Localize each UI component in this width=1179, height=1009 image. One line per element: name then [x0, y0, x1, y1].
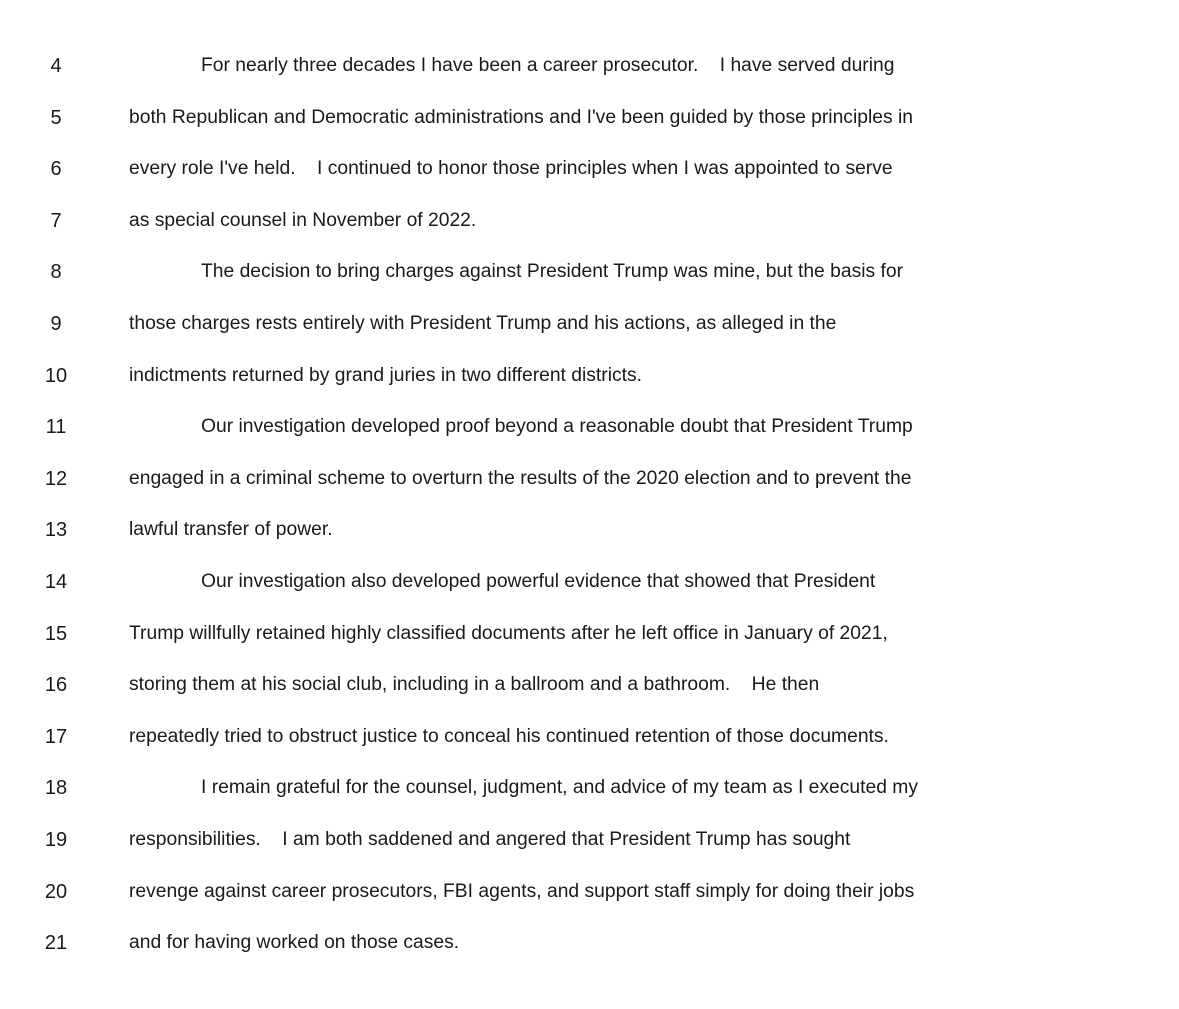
- document-line: [0, 465, 1179, 517]
- line-number: 10: [44, 364, 68, 387]
- line-number: 6: [50, 158, 62, 181]
- document-line: [0, 929, 1179, 981]
- line-text: repeatedly tried to obstruct justice to conceal his continued retention of those documents.: [129, 725, 889, 747]
- document-line: [0, 155, 1179, 207]
- line-number: 13: [44, 519, 68, 542]
- line-text: and for having worked on those cases.: [129, 932, 460, 954]
- document-line: [0, 258, 1179, 310]
- line-text: storing them at his social club, including in a ballroom and a bathroom. He then: [129, 674, 820, 696]
- document-line: [0, 516, 1179, 568]
- document-line: [0, 774, 1179, 826]
- document-line: [0, 620, 1179, 672]
- line-number: 17: [44, 725, 68, 748]
- line-number: 16: [44, 674, 68, 697]
- line-number: 11: [45, 416, 67, 439]
- line-text: Our investigation also developed powerful evidence that showed that President: [201, 571, 876, 592]
- document-line: [0, 671, 1179, 723]
- line-number: 18: [44, 777, 68, 800]
- line-number: 7: [50, 209, 62, 232]
- line-text: engaged in a criminal scheme to overturn the results of the 2020 election and to prevent the: [129, 467, 912, 489]
- line-number: 15: [44, 622, 68, 645]
- document-line: [0, 310, 1179, 362]
- line-number: 14: [44, 571, 68, 593]
- line-number: 9: [50, 313, 62, 335]
- line-number: 20: [44, 880, 68, 903]
- line-text: as special counsel in November of 2022.: [129, 209, 477, 231]
- document-line: [0, 362, 1179, 414]
- line-text: Our investigation developed proof beyond a reasonable doubt that President Trump: [201, 416, 913, 438]
- document-line: [0, 52, 1179, 104]
- line-text: Trump willfully retained highly classified documents after he left office in January of 2021,: [129, 622, 888, 644]
- line-text: both Republican and Democratic administrations and I've been guided by those principles in: [129, 106, 913, 128]
- document-line: [0, 104, 1179, 156]
- line-text: every role I've held. I continued to honor those principles when I was appointed to serve: [129, 158, 893, 180]
- line-number: 4: [50, 55, 62, 77]
- line-text: revenge against career prosecutors, FBI agents, and support staff simply for doing their jobs: [129, 880, 915, 902]
- line-text: lawful transfer of power.: [129, 519, 333, 541]
- line-number: 19: [44, 829, 68, 851]
- line-number: 8: [50, 261, 62, 284]
- document-line: [0, 413, 1179, 465]
- document-line: [0, 568, 1179, 620]
- line-text: responsibilities. I am both saddened and angered that President Trump has sought: [129, 829, 851, 850]
- line-text: For nearly three decades I have been a career prosecutor. I have served during: [201, 55, 895, 76]
- document-line: [0, 878, 1179, 930]
- document-line: [0, 207, 1179, 259]
- line-text: indictments returned by grand juries in two different districts.: [129, 364, 642, 386]
- line-number: 5: [50, 106, 62, 129]
- line-text: those charges rests entirely with President Trump and his actions, as alleged in the: [129, 313, 837, 334]
- line-text: I remain grateful for the counsel, judgment, and advice of my team as I executed my: [201, 777, 918, 799]
- document-line: [0, 723, 1179, 775]
- line-number: 21: [44, 932, 68, 955]
- line-text: The decision to bring charges against President Trump was mine, but the basis for: [201, 261, 903, 283]
- document-line: [0, 826, 1179, 878]
- line-number: 12: [44, 467, 68, 490]
